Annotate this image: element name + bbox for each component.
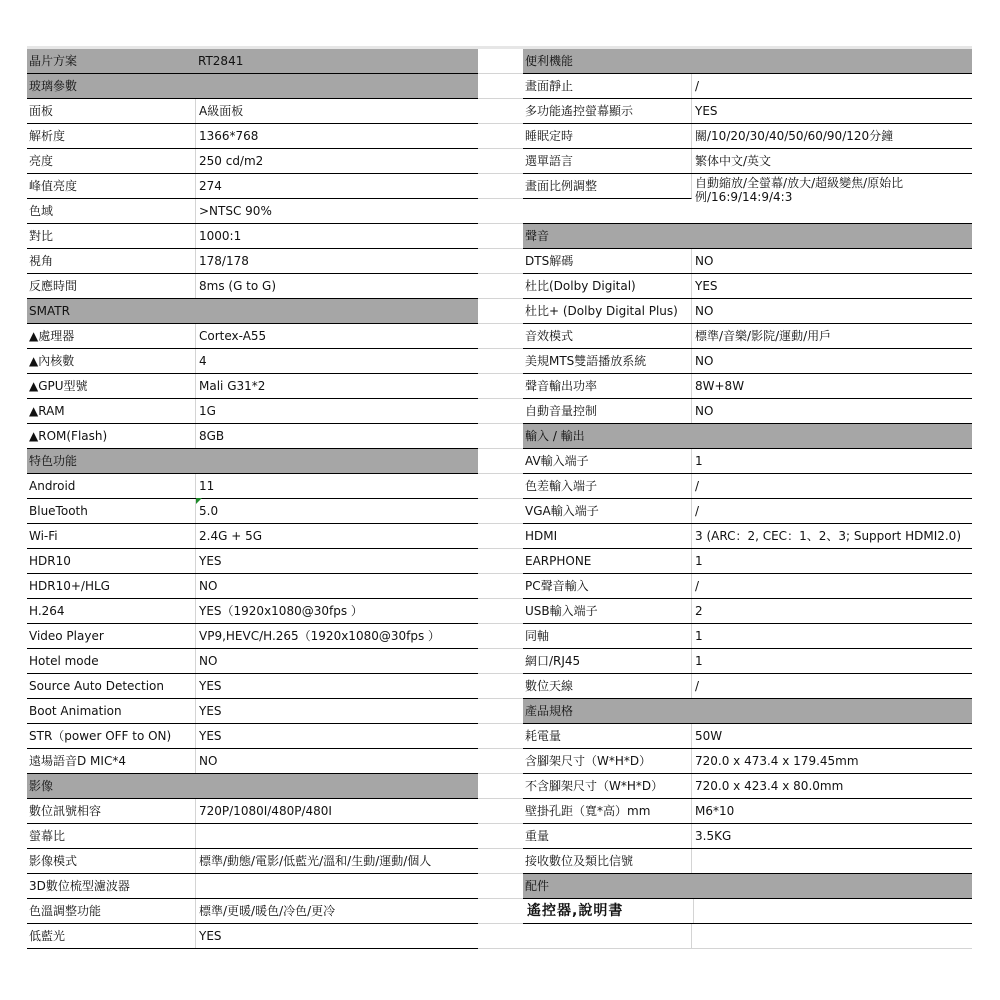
empty-cell[interactable] — [478, 524, 523, 549]
spec-label: 對比 — [27, 224, 196, 248]
spec-row[interactable] — [27, 874, 478, 899]
spec-row[interactable] — [523, 349, 972, 374]
spec-value: YES — [695, 279, 718, 293]
section-title: 玻璃參數 — [29, 79, 78, 93]
spec-label: H.264 — [27, 599, 196, 623]
section-header-row[interactable] — [27, 74, 478, 99]
spec-label: AV輸入端子 — [523, 449, 692, 473]
spec-label: 杜比(Dolby Digital) — [523, 274, 692, 298]
spec-row[interactable] — [27, 124, 478, 149]
spec-value — [691, 874, 972, 898]
empty-cell[interactable] — [478, 924, 523, 949]
empty-cell[interactable] — [478, 274, 523, 299]
empty-cell[interactable] — [478, 674, 523, 699]
empty-cell[interactable] — [478, 249, 523, 274]
spec-value: YES — [695, 104, 718, 118]
spec-label: 含腳架尺寸（W*H*D） — [523, 749, 692, 773]
spec-row[interactable] — [27, 699, 478, 724]
spec-value: 關/10/20/30/40/50/60/90/120分鐘 — [695, 129, 894, 143]
spec-label: 遠場語音D MIC*4 — [27, 749, 196, 773]
section-title: 影像 — [29, 779, 54, 793]
spec-row[interactable] — [523, 99, 972, 124]
empty-cell[interactable] — [478, 624, 523, 649]
empty-cell[interactable] — [478, 174, 523, 199]
spec-value: 1 — [695, 554, 703, 568]
spec-row[interactable] — [523, 924, 972, 949]
spec-label: 低藍光 — [27, 924, 196, 948]
spec-label: 視角 — [27, 249, 196, 273]
spec-label: 色溫調整功能 — [27, 899, 196, 923]
spec-row[interactable] — [523, 799, 972, 824]
spec-value: NO — [199, 579, 218, 593]
spec-row[interactable] — [27, 199, 478, 224]
section-header-row[interactable] — [523, 874, 972, 899]
section-title: 產品規格 — [525, 704, 574, 718]
spec-label: 壁掛孔距（寬*高）mm — [523, 799, 692, 823]
spec-label: 面板 — [27, 99, 196, 123]
spec-row[interactable] — [27, 674, 478, 699]
spec-label: 畫面靜止 — [523, 74, 692, 98]
spec-label: 音效模式 — [523, 324, 692, 348]
spec-row[interactable] — [523, 849, 972, 874]
spec-value: 8GB — [199, 429, 225, 443]
spec-value: 720.0 x 423.4 x 80.0mm — [695, 779, 844, 793]
spec-row[interactable] — [27, 399, 478, 424]
spec-row[interactable] — [523, 474, 972, 499]
spec-value: NO — [199, 754, 218, 768]
spec-row[interactable] — [27, 474, 478, 499]
spec-label: USB輸入端子 — [523, 599, 692, 623]
spec-row[interactable] — [523, 824, 972, 849]
spec-label: Hotel mode — [27, 649, 196, 673]
section-title: 便利機能 — [525, 54, 574, 68]
empty-cell[interactable] — [478, 449, 523, 474]
spec-value: M6*10 — [695, 804, 735, 818]
spec-label: STR（power OFF to ON) — [27, 724, 196, 748]
spec-row[interactable] — [27, 174, 478, 199]
section-title: 輸入 / 輸出 — [525, 429, 585, 443]
empty-cell[interactable] — [478, 99, 523, 124]
spec-row[interactable] — [523, 549, 972, 574]
spec-table-right — [523, 49, 972, 949]
spec-value: 8W+8W — [695, 379, 745, 393]
spec-value: 8ms (G to G) — [199, 279, 277, 293]
spec-row[interactable] — [523, 124, 972, 149]
spec-value: NO — [695, 404, 714, 418]
spec-label: VGA輸入端子 — [523, 499, 692, 523]
spec-label: 亮度 — [27, 149, 196, 173]
spec-value: 3 (ARC：2, CEC：1、2、3; Support HDMI2.0) — [695, 529, 961, 543]
spec-row[interactable] — [27, 374, 478, 399]
spec-value — [691, 699, 972, 723]
spec-value: 720P/1080I/480P/480I — [199, 804, 332, 818]
spec-label: ▲RAM — [27, 399, 196, 423]
spec-row[interactable] — [523, 649, 972, 674]
empty-cell[interactable] — [478, 149, 523, 174]
spec-value: 720.0 x 473.4 x 179.45mm — [695, 754, 859, 768]
spec-value: NO — [695, 254, 714, 268]
spec-row[interactable] — [523, 274, 972, 299]
spec-value: 11 — [199, 479, 215, 493]
spec-value: / — [695, 504, 700, 518]
spec-label: 色域 — [27, 199, 196, 223]
spec-label: 影像模式 — [27, 849, 196, 873]
spec-label: ▲內核數 — [27, 349, 196, 373]
empty-cell[interactable] — [478, 599, 523, 624]
spec-label: HDR10+/HLG — [27, 574, 196, 598]
spec-label: 不含腳架尺寸（W*H*D） — [523, 774, 692, 798]
spec-row[interactable] — [27, 324, 478, 349]
spec-row[interactable] — [27, 99, 478, 124]
spec-row[interactable] — [27, 724, 478, 749]
spec-row[interactable] — [523, 149, 972, 174]
spec-value: 繁体中文/英文 — [695, 154, 772, 168]
spec-value: 1 — [695, 454, 703, 468]
spec-label: BlueTooth — [27, 499, 196, 523]
spec-value: NO — [199, 654, 218, 668]
spec-label: HDMI — [523, 524, 692, 548]
spec-value: 3.5KG — [695, 829, 732, 843]
spec-label: 3D數位梳型濾波器 — [27, 874, 196, 898]
empty-cell[interactable] — [478, 324, 523, 349]
spec-value: 標準/音樂/影院/運動/用戶 — [695, 329, 832, 343]
empty-cell[interactable] — [478, 299, 523, 324]
spec-value: 1000:1 — [199, 229, 242, 243]
spec-label: 色差輸入端子 — [523, 474, 692, 498]
spec-value: 5.0 — [199, 504, 219, 518]
empty-cell[interactable] — [478, 849, 523, 874]
spec-value: / — [695, 79, 700, 93]
spec-row[interactable] — [523, 299, 972, 324]
spec-value: / — [695, 679, 700, 693]
section-header-row[interactable] — [27, 449, 478, 474]
spec-row[interactable] — [523, 174, 972, 224]
comment-indicator-icon[interactable] — [196, 498, 202, 504]
empty-cell[interactable] — [478, 874, 523, 899]
empty-cell[interactable] — [478, 724, 523, 749]
spec-value: YES — [199, 729, 222, 743]
section-header-row[interactable] — [27, 49, 478, 74]
spec-value: NO — [695, 304, 714, 318]
spec-row[interactable] — [27, 624, 478, 649]
spec-row[interactable] — [27, 899, 478, 924]
spec-value: / — [695, 479, 700, 493]
spec-row[interactable] — [27, 499, 478, 524]
spec-label: 遙控器,說明書 — [523, 899, 694, 923]
spec-value: 4 — [199, 354, 207, 368]
section-header-row[interactable] — [27, 299, 478, 324]
empty-cell[interactable] — [478, 474, 523, 499]
spec-label: 睡眠定時 — [523, 124, 692, 148]
spec-label: 畫面比例調整 — [523, 174, 692, 199]
spec-label: Video Player — [27, 624, 196, 648]
section-header-row[interactable] — [523, 699, 972, 724]
section-header-row[interactable] — [523, 49, 972, 74]
spec-value — [691, 424, 972, 448]
spec-value: 自動縮放/全螢幕/放大/超級變焦/原始比例/16:9/14:9/4:3 — [695, 176, 904, 204]
section-title: 配件 — [525, 879, 550, 893]
spec-label: ▲處理器 — [27, 324, 196, 348]
spec-row[interactable] — [27, 274, 478, 299]
spec-row[interactable] — [27, 599, 478, 624]
spec-row[interactable] — [27, 924, 478, 949]
spec-row[interactable] — [523, 599, 972, 624]
spec-label: 選單語言 — [523, 149, 692, 173]
spec-value — [694, 899, 972, 923]
spec-label: Wi-Fi — [27, 524, 196, 548]
spec-value — [195, 449, 478, 473]
spec-label: 網口/RJ45 — [523, 649, 692, 673]
spec-label: 接收數位及類比信號 — [523, 849, 692, 873]
spec-row[interactable] — [27, 749, 478, 774]
spec-row[interactable] — [27, 549, 478, 574]
spec-row[interactable] — [27, 799, 478, 824]
spec-label: PC聲音輸入 — [523, 574, 692, 598]
spec-label: DTS解碼 — [523, 249, 692, 273]
spec-row[interactable] — [27, 249, 478, 274]
spec-label: Source Auto Detection — [27, 674, 196, 698]
spec-label: ▲ROM(Flash) — [27, 424, 196, 448]
spec-value: YES（1920x1080@30fps ） — [199, 604, 363, 618]
spec-value: 1 — [695, 629, 703, 643]
empty-cell[interactable] — [478, 74, 523, 99]
empty-cell[interactable] — [478, 499, 523, 524]
spec-row[interactable] — [27, 574, 478, 599]
spec-label: 美規MTS雙語播放系統 — [523, 349, 692, 373]
empty-cell[interactable] — [478, 649, 523, 674]
spec-label: 自動音量控制 — [523, 399, 692, 423]
spec-label: 重量 — [523, 824, 692, 848]
spec-row[interactable] — [523, 574, 972, 599]
spreadsheet-gap-column — [478, 49, 523, 949]
spec-value: YES — [199, 704, 222, 718]
section-title: SMATR — [29, 304, 70, 318]
spec-value — [195, 74, 478, 98]
empty-cell[interactable] — [478, 549, 523, 574]
spec-row[interactable] — [27, 649, 478, 674]
spec-row[interactable] — [27, 149, 478, 174]
section-header-row[interactable] — [523, 424, 972, 449]
empty-cell[interactable] — [478, 199, 523, 224]
spec-value: 274 — [199, 179, 222, 193]
spec-value: 1366*768 — [199, 129, 259, 143]
spec-row[interactable] — [523, 74, 972, 99]
spec-row[interactable] — [27, 424, 478, 449]
spec-label: Boot Animation — [27, 699, 196, 723]
section-title: 特色功能 — [29, 454, 78, 468]
spec-value: RT2841 — [198, 54, 244, 68]
spec-label: EARPHONE — [523, 549, 692, 573]
empty-cell[interactable] — [478, 399, 523, 424]
spec-row[interactable] — [27, 849, 478, 874]
spec-row[interactable] — [523, 774, 972, 799]
spec-value: Mali G31*2 — [199, 379, 266, 393]
spec-value: YES — [199, 929, 222, 943]
spec-row[interactable] — [523, 524, 972, 549]
spec-label: 反應時間 — [27, 274, 196, 298]
spec-label: ▲GPU型號 — [27, 374, 196, 398]
spec-label: 杜比+ (Dolby Digital Plus) — [523, 299, 692, 323]
empty-cell[interactable] — [478, 824, 523, 849]
spec-value: / — [695, 579, 700, 593]
spec-value: 250 cd/m2 — [199, 154, 264, 168]
spec-label: 數位訊號相容 — [27, 799, 196, 823]
spec-row[interactable] — [523, 899, 972, 924]
spec-row[interactable] — [523, 399, 972, 424]
spec-label: 多功能遙控螢幕顯示 — [523, 99, 692, 123]
spec-value: 2.4G + 5G — [199, 529, 262, 543]
spec-value — [196, 874, 478, 898]
spec-row[interactable] — [27, 824, 478, 849]
spec-table-left — [27, 49, 478, 949]
spec-row[interactable] — [27, 224, 478, 249]
spec-label — [523, 924, 692, 948]
section-title: 聲音 — [525, 229, 550, 243]
spec-label: 聲音輸出功率 — [523, 374, 692, 398]
empty-cell[interactable] — [478, 49, 523, 74]
spec-label: 同軸 — [523, 624, 692, 648]
section-title: 晶片方案 — [29, 54, 78, 68]
spec-row[interactable] — [523, 324, 972, 349]
spec-row[interactable] — [523, 374, 972, 399]
spec-row[interactable] — [523, 449, 972, 474]
spec-value — [692, 924, 972, 948]
spec-row[interactable] — [523, 749, 972, 774]
empty-cell[interactable] — [478, 699, 523, 724]
spec-value: 178/178 — [199, 254, 249, 268]
empty-cell[interactable] — [478, 774, 523, 799]
spec-value: A級面板 — [199, 104, 244, 118]
spec-label: Android — [27, 474, 196, 498]
spec-value: VP9,HEVC/H.265（1920x1080@30fps ） — [199, 629, 441, 643]
spec-value — [691, 224, 972, 248]
spec-label: 數位天線 — [523, 674, 692, 698]
spec-row[interactable] — [523, 499, 972, 524]
spec-value: 2 — [695, 604, 703, 618]
spec-value — [691, 49, 972, 73]
empty-cell[interactable] — [478, 749, 523, 774]
spec-row[interactable] — [27, 524, 478, 549]
empty-cell[interactable] — [478, 374, 523, 399]
spec-row[interactable] — [523, 724, 972, 749]
spec-value: 標準/動態/電影/低藍光/溫和/生動/運動/個人 — [199, 854, 432, 868]
spec-value: 50W — [695, 729, 723, 743]
section-header-row[interactable] — [27, 774, 478, 799]
spec-label: 解析度 — [27, 124, 196, 148]
empty-cell[interactable] — [478, 799, 523, 824]
spec-row[interactable] — [27, 349, 478, 374]
empty-cell[interactable] — [478, 124, 523, 149]
spec-label: 峰值亮度 — [27, 174, 196, 198]
empty-cell[interactable] — [478, 899, 523, 924]
spec-value — [196, 824, 478, 848]
empty-cell[interactable] — [478, 574, 523, 599]
spec-value: YES — [199, 679, 222, 693]
spec-row[interactable] — [523, 674, 972, 699]
spec-label: HDR10 — [27, 549, 196, 573]
empty-cell[interactable] — [478, 224, 523, 249]
spec-row[interactable] — [523, 624, 972, 649]
spec-value: Cortex-A55 — [199, 329, 267, 343]
spec-value: >NTSC 90% — [199, 204, 272, 218]
section-header-row[interactable] — [523, 224, 972, 249]
spec-value: 1G — [199, 404, 216, 418]
spec-value: 1 — [695, 654, 703, 668]
spec-value: NO — [695, 354, 714, 368]
spec-value: YES — [199, 554, 222, 568]
spec-row[interactable] — [523, 249, 972, 274]
spec-label: 耗電量 — [523, 724, 692, 748]
spec-value — [195, 774, 478, 798]
empty-cell[interactable] — [478, 424, 523, 449]
spec-value — [692, 849, 972, 873]
spec-value: 標準/更暖/暖色/冷色/更冷 — [199, 904, 336, 918]
empty-cell[interactable] — [478, 349, 523, 374]
spec-label: 螢幕比 — [27, 824, 196, 848]
spec-value — [195, 299, 478, 323]
